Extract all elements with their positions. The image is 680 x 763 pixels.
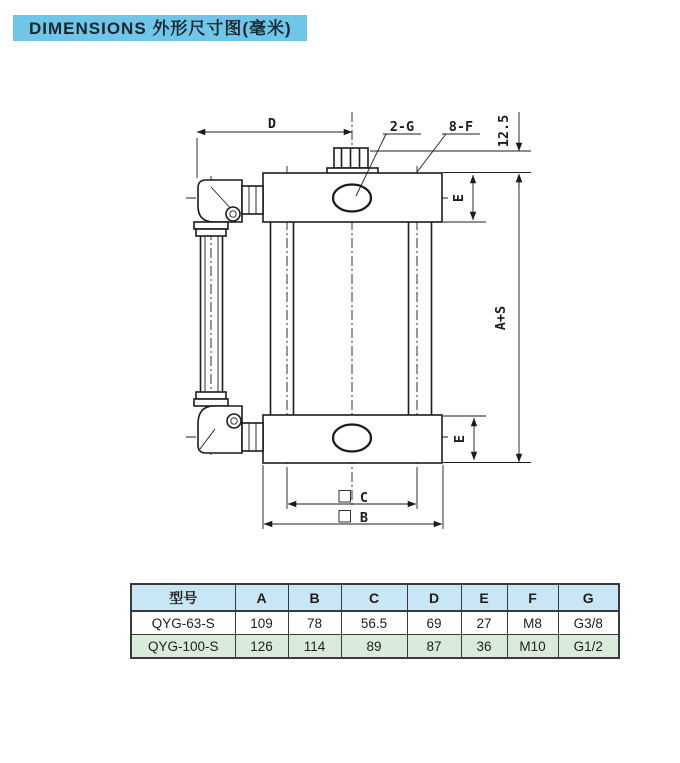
model-cell: QYG-63-S <box>131 611 235 635</box>
svg-text:8-F: 8-F <box>448 119 474 135</box>
svg-text:D: D <box>267 116 277 132</box>
value-cell: G3/8 <box>558 611 619 635</box>
top-port-boss <box>327 148 378 174</box>
col-header-b: B <box>288 584 341 611</box>
value-cell: 27 <box>461 611 507 635</box>
square-symbol <box>339 511 351 523</box>
value-cell: 36 <box>461 635 507 659</box>
col-header-d: D <box>407 584 461 611</box>
col-header-g: G <box>558 584 619 611</box>
svg-text:12.5: 12.5 <box>496 114 512 148</box>
value-cell: 56.5 <box>341 611 407 635</box>
dim-overall-height <box>443 174 531 463</box>
dim-e-top <box>443 175 486 222</box>
col-header-c: C <box>341 584 407 611</box>
svg-text:C: C <box>359 490 369 506</box>
model-cell: QYG-100-S <box>131 635 235 659</box>
col-header-a: A <box>235 584 288 611</box>
col-header-e: E <box>461 584 507 611</box>
svg-text:A+S: A+S <box>493 305 509 331</box>
dim-e-bottom <box>443 416 486 460</box>
label-tie-rod-thread <box>417 119 480 172</box>
spec-table <box>130 583 620 659</box>
top-manifold-block <box>263 173 442 222</box>
svg-text:E: E <box>451 193 467 203</box>
svg-text:2-G: 2-G <box>389 119 415 135</box>
table-header-row <box>131 584 619 611</box>
bottom-manifold-block <box>263 415 442 463</box>
value-cell: 109 <box>235 611 288 635</box>
elbow-fitting-top <box>198 180 263 222</box>
value-cell: 89 <box>341 635 407 659</box>
square-symbol <box>339 491 351 503</box>
value-cell: 69 <box>407 611 461 635</box>
value-cell: M8 <box>507 611 558 635</box>
value-cell: G1/2 <box>558 635 619 659</box>
col-header-model: 型号 <box>131 584 235 611</box>
cylinder-tubes <box>271 222 432 415</box>
table-row <box>131 635 619 659</box>
page-title: DIMENSIONS 外形尺寸图(毫米) <box>13 15 307 41</box>
value-cell: 87 <box>407 635 461 659</box>
svg-text:B: B <box>359 510 369 526</box>
value-cell: 114 <box>288 635 341 659</box>
value-cell: 126 <box>235 635 288 659</box>
table-row <box>131 611 619 635</box>
value-cell: M10 <box>507 635 558 659</box>
value-cell: 78 <box>288 611 341 635</box>
svg-text:E: E <box>452 434 468 444</box>
col-header-f: F <box>507 584 558 611</box>
elbow-fitting-bottom <box>198 406 263 453</box>
dim-square-b <box>263 465 443 529</box>
